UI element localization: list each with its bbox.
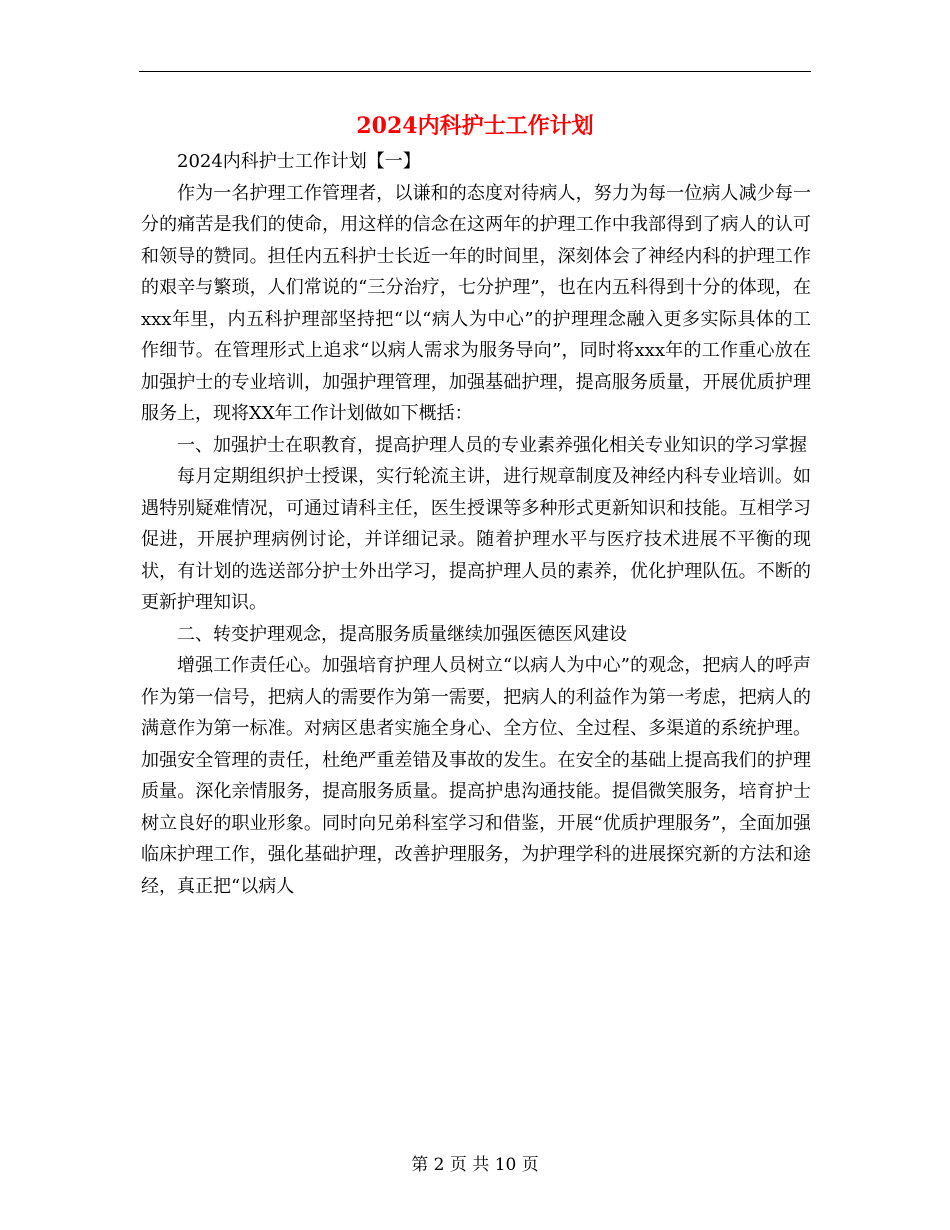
paragraph-subtitle: 2024内科护士工作计划【一】	[177, 151, 421, 172]
paragraph-heading-1: 一、加强护士在职教育，提高护理人员的专业素养强化相关专业知识的学习掌握	[177, 434, 807, 456]
paragraph-training: 每月定期组织护士授课，实行轮流主讲，进行规章制度及神经内科专业培训。如遇特别疑难情况，可通过请科主任，医生授课等多种形式更新知识和技能。互相学习促进，开展护理病例讨论，并详细记录。随着护理水平与医疗技术进展不平衡的现状，有计划的选送部分护士外出学习，提高护理人员的素养，优化护理队伍。不断的更新护理知识。	[141, 466, 811, 613]
paragraph-service: 增强工作责任心。加强培育护理人员树立“以病人为中心”的观念，把病人的呼声作为第一信号，把病人的需要作为第一需要，把病人的利益作为第一考虑，把病人的满意作为第一标准。对病区患者实施全身心、全方位、全过程、多渠道的系统护理。加强安全管理的责任，杜绝严重差错及事故的发生。在安全的基础上提高我们的护理质量。深化亲情服务，提高服务质量。提高护患沟通技能。提倡微笑服务，培育护士树立良好的职业形象。同时向兄弟科室学习和借鉴，开展“优质护理服务”，全面加强临床护理工作，强化基础护理，改善护理服务，为护理学科的进展探究新的方法和途经，真正把“以病人	[141, 655, 811, 897]
header-rule	[139, 71, 811, 72]
paragraph-heading-2: 二、转变护理观念，提高服务质量继续加强医德医风建设	[177, 623, 627, 645]
document-body	[141, 146, 811, 902]
paragraph-intro: 作为一名护理工作管理者，以谦和的态度对待病人，努力为每一位病人减少每一分的痛苦是我们的使命，用这样的信念在这两年的护理工作中我部得到了病人的认可和领导的赞同。担任内五科护士长近一年的时间里，深刻体会了神经内科的护理工作的艰辛与繁琐，人们常说的“三分治疗，七分护理”，也在内五科得到十分的体现，在xxx年里，内五科护理部坚持把“以“病人为中心”的护理理念融入更多实际具体的工作细节。在管理形式上追求“以病人需求为服务导向”，同时将xxx年的工作重心放在加强护士的专业培训，加强护理管理，加强基础护理，提高服务质量，开展优质护理服务上，现将XX年工作计划做如下概括：	[141, 182, 811, 424]
document-title: 2024内科护士工作计划	[356, 113, 594, 139]
page-footer: 第 2 页 共 10 页	[411, 1155, 539, 1175]
